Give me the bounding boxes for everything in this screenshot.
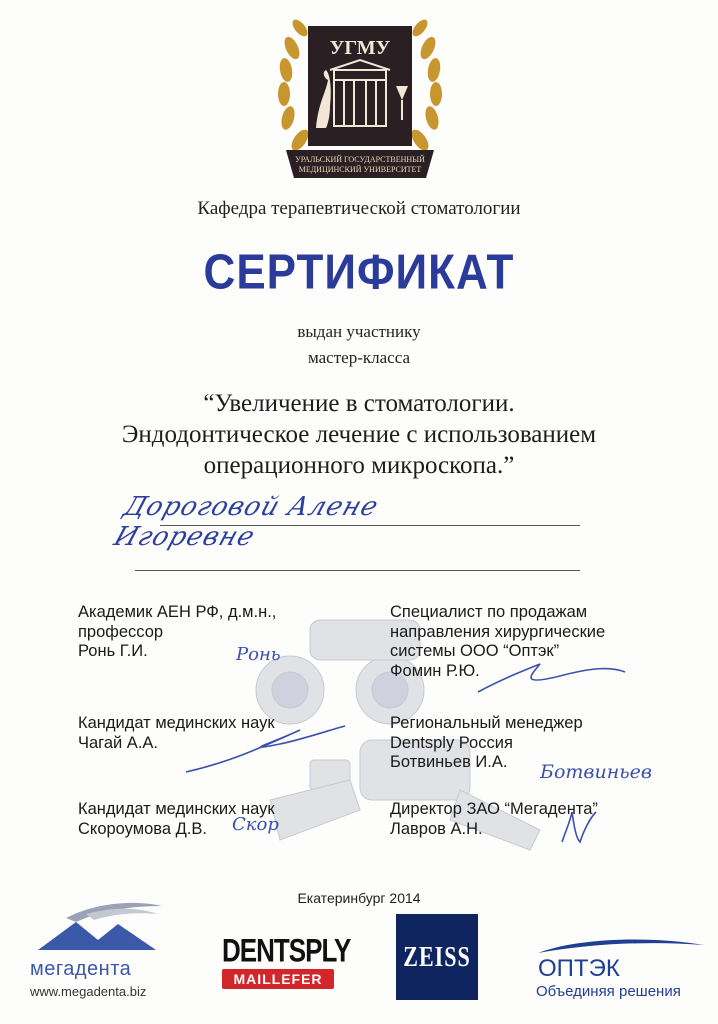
course-title	[0, 388, 718, 481]
place-year: Екатеринбург 2014	[297, 890, 421, 906]
dentsply-logo-bottom: MAILLEFER	[222, 969, 334, 989]
issued-to-label: выдан участнику	[297, 322, 421, 341]
emblem-abbr: УГМУ	[329, 37, 391, 59]
megadenta-url: www.megadenta.biz	[30, 984, 147, 999]
optek-logo	[534, 935, 709, 1005]
signature-ron: Ронь	[236, 644, 281, 665]
recipient-line-second	[135, 570, 580, 571]
optek-swoosh-icon	[534, 935, 709, 957]
course-title-line3: операционного микроскопа.”	[203, 452, 515, 479]
signatory-left-3: Кандидат мединских наук Скороумова Д.В.	[78, 800, 275, 838]
megadenta-logo-icon	[36, 900, 166, 956]
certificate-title: СЕРТИФИКАТ	[203, 245, 515, 300]
signatory-right-1: Специалист по продажам направления хирургические системы ООО “Оптэк” Фомин Р.Ю.	[390, 603, 606, 680]
emblem-ribbon-line1: УРАЛЬСКИЙ ГОСУДАРСТВЕННЫЙ	[295, 155, 425, 164]
laurel-right-icon	[408, 17, 442, 153]
university-emblem	[270, 8, 450, 186]
dentsply-logo	[222, 931, 351, 997]
optek-slogan: Объединяя решения	[536, 983, 681, 1000]
zeiss-logo	[396, 914, 478, 1000]
signatory-left-1: Академик АЕН РФ, д.м.н., профессор Ронь Г.И.	[78, 603, 277, 660]
signatory-left-2: Кандидат мединских наук Чагай А.А.	[78, 714, 275, 752]
event-type-label: мастер-класса	[308, 348, 410, 367]
recipient-line	[160, 525, 580, 526]
emblem-ribbon-line2: МЕДИЦИНСКИЙ УНИВЕРСИТЕТ	[298, 165, 422, 174]
course-title-line1: “Увеличение в стоматологии.	[203, 390, 515, 417]
laurel-left-icon	[278, 17, 312, 153]
signature-skor: Скор	[232, 814, 279, 835]
signatory-right-3: Директор ЗАО “Мегадента” Лавров А.Н.	[390, 800, 598, 838]
optek-name: ОПТЭК	[538, 955, 620, 982]
dentsply-logo-top: DENTSPLY	[222, 931, 351, 969]
course-title-line2: Эндодонтическое лечение с использованием	[121, 421, 597, 448]
department-name: Кафедра терапевтической стоматологии	[197, 198, 521, 219]
megadenta-name: мегадента	[30, 958, 132, 980]
signature-botvinev: Ботвиньев	[540, 761, 652, 783]
zeiss-logo-text: ZEISS	[403, 940, 471, 973]
recipient-name-handwritten: Дороговой Алене Игоревне	[110, 492, 383, 552]
signatory-right-2: Региональный менеджер Dentsply Россия Ботвиньев И.А.	[390, 714, 583, 771]
